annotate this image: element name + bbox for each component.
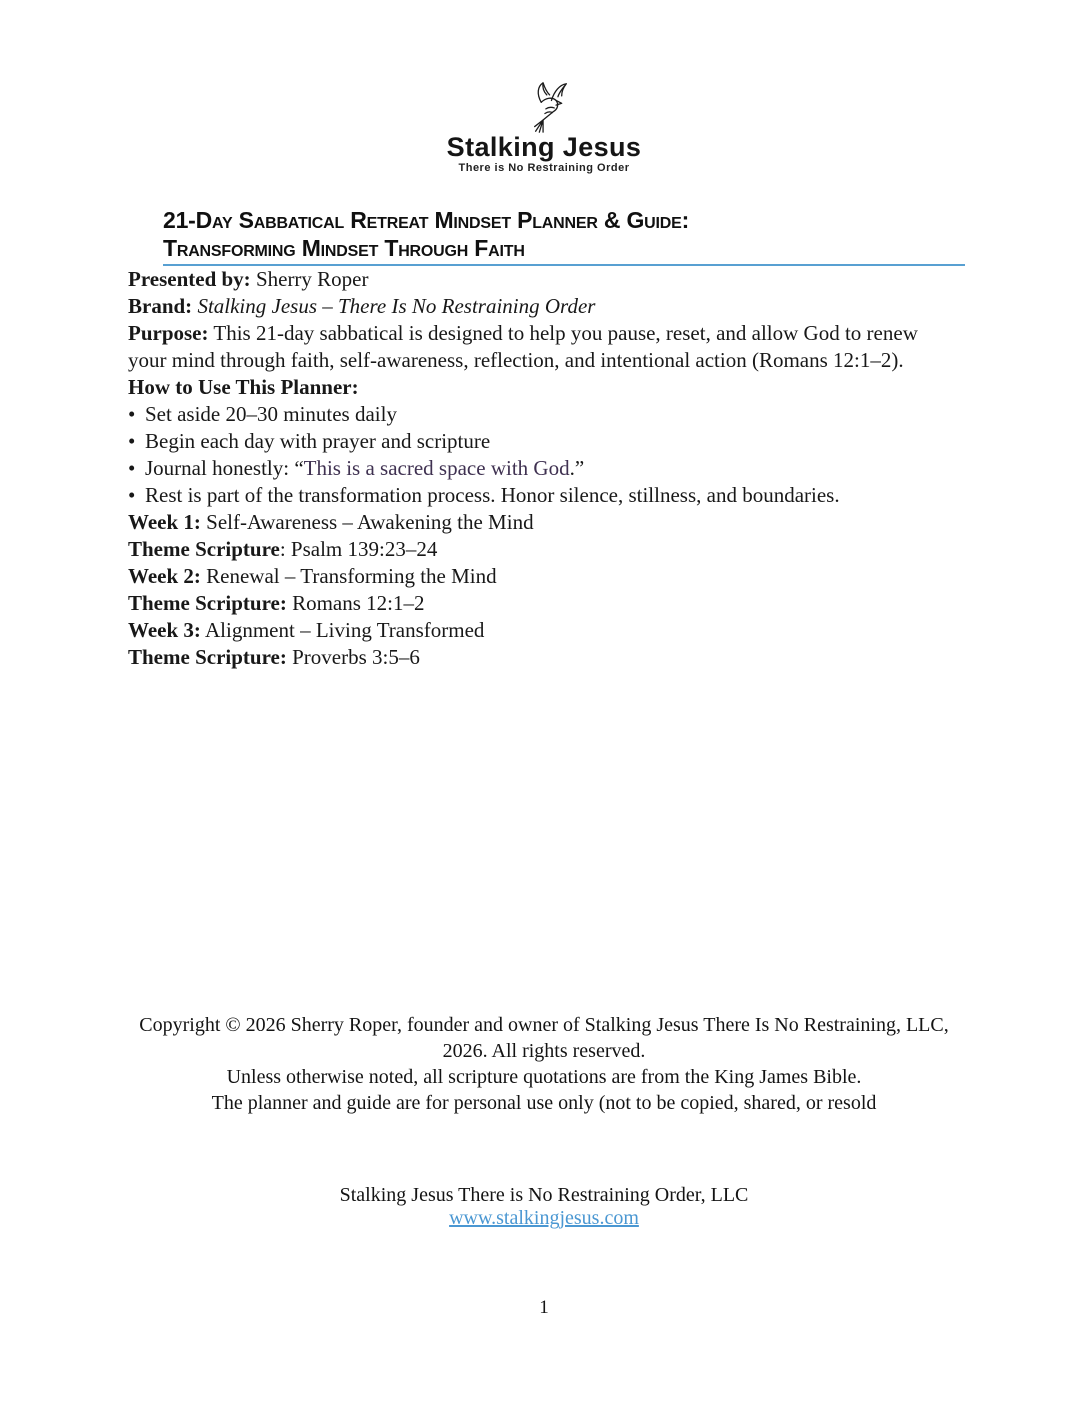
- bullet-icon: •: [128, 402, 136, 426]
- week-2-block: [128, 563, 950, 617]
- purpose-text: This 21-day sabbatical is designed to help you pause, reset, and allow God to renew your mind through faith, self-awareness, reflection, and intentional action (Romans 12:1–2).: [128, 321, 918, 372]
- week-3-scripture-label: Theme Scripture:: [128, 645, 287, 669]
- bullet-1-text: Set aside 20–30 minutes daily: [145, 402, 397, 426]
- bullet-icon: •: [128, 483, 136, 507]
- bullet-3-suffix: .”: [569, 456, 585, 480]
- week-1-scripture-label: Theme Scripture: [128, 537, 280, 561]
- logo-tagline: There is No Restraining Order: [458, 162, 630, 174]
- website-link[interactable]: www.stalkingjesus.com: [449, 1207, 639, 1229]
- copyright-block: [114, 1012, 974, 1116]
- purpose-paragraph: [128, 320, 950, 374]
- bullet-2-text: Begin each day with prayer and scripture: [145, 429, 491, 453]
- howto-bullet-4: [128, 482, 950, 509]
- week-2-label: Week 2:: [128, 564, 201, 588]
- brand-label: Brand:: [128, 294, 193, 318]
- bullet-icon: •: [128, 429, 136, 453]
- page-footer: [0, 1184, 1088, 1230]
- week-3-scripture: Proverbs 3:5–6: [286, 645, 420, 669]
- presented-by-block: [128, 266, 950, 320]
- sacred-space-quote: This is a sacred space with God: [303, 456, 570, 480]
- copyright-line-1: Copyright © 2026 Sherry Roper, founder and owner of Stalking Jesus There Is No Restraining, LLC,: [139, 1014, 949, 1036]
- bullet-4-text: Rest is part of the transformation process. Honor silence, stillness, and boundaries.: [145, 483, 840, 507]
- dove-icon: [0, 80, 1088, 134]
- week-2-scripture-label: Theme Scripture:: [128, 591, 287, 615]
- title-line-1: 21-Day Sabbatical Retreat Mindset Planner & Guide:: [163, 207, 690, 233]
- brand-logo: [0, 0, 1088, 175]
- copyright-line-4: The planner and guide are for personal use only (not to be copied, shared, or resold: [211, 1092, 877, 1114]
- howto-heading: How to Use This Planner:: [128, 375, 359, 399]
- bullet-3-prefix: Journal honestly: “: [145, 456, 304, 480]
- week-3-title: Alignment – Living Transformed: [200, 618, 485, 642]
- presented-by-label: Presented by:: [128, 267, 251, 291]
- howto-bullet-1: [128, 401, 950, 428]
- document-title-block: [163, 206, 965, 266]
- copyright-line-3: Unless otherwise noted, all scripture quotations are from the King James Bible.: [226, 1066, 862, 1088]
- week-1-scripture: : Psalm 139:23–24: [279, 537, 438, 561]
- howto-bullet-3: [128, 455, 950, 482]
- logo-wordmark: Stalking Jesus: [446, 132, 642, 162]
- title-line-2: Transforming Mindset Through Faith: [163, 235, 525, 261]
- page-number: 1: [539, 1297, 549, 1318]
- week-1-label: Week 1:: [128, 510, 201, 534]
- copyright-line-2: 2026. All rights reserved.: [442, 1040, 646, 1062]
- week-1-block: [128, 509, 950, 563]
- week-2-scripture: Romans 12:1–2: [286, 591, 425, 615]
- footer-company: Stalking Jesus There is No Restraining Order, LLC: [339, 1184, 749, 1206]
- week-2-title: Renewal – Transforming the Mind: [200, 564, 497, 588]
- purpose-label: Purpose:: [128, 321, 209, 345]
- document-body: [128, 266, 950, 671]
- brand-value: Stalking Jesus – There Is No Restraining Order: [192, 294, 596, 318]
- week-3-label: Week 3:: [128, 618, 201, 642]
- week-3-block: [128, 617, 950, 671]
- bullet-icon: •: [128, 456, 136, 480]
- week-1-title: Self-Awareness – Awakening the Mind: [200, 510, 534, 534]
- presented-by-value: Sherry Roper: [250, 267, 369, 291]
- howto-bullet-2: [128, 428, 950, 455]
- page-title: [163, 206, 965, 262]
